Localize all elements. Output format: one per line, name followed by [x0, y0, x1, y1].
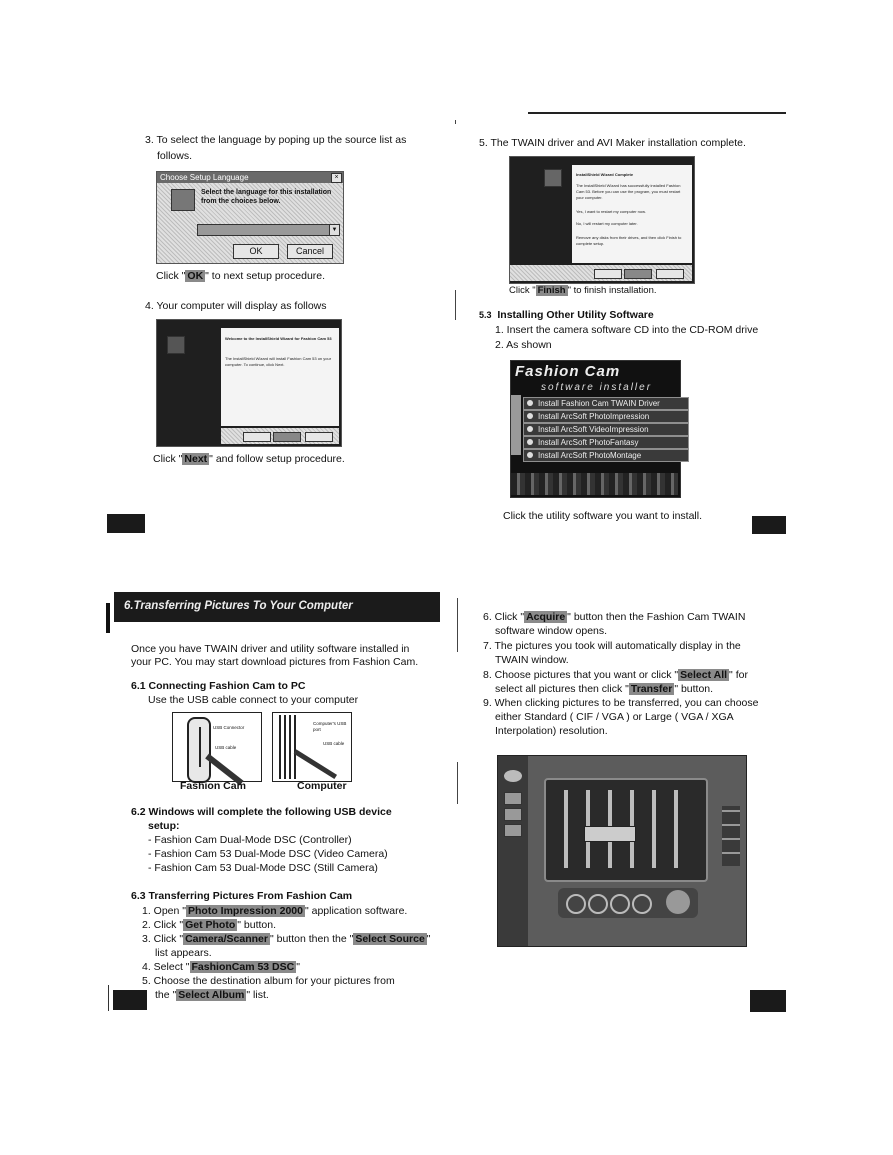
text: the " [155, 989, 177, 1001]
complete-wizard-screenshot [509, 156, 695, 284]
section-6-1-text: Use the USB cable connect to your computer [148, 694, 359, 706]
step-9-line-2: either Standard ( CIF / VGA ) or Large ( VGA / XGA [495, 711, 734, 723]
click-next-instruction [153, 453, 345, 466]
ok-button[interactable]: OK [233, 244, 279, 259]
twain-side-button[interactable] [504, 824, 522, 837]
section-6-3-heading: 6.3 Transferring Pictures From Fashion Cam [131, 890, 353, 902]
step-6-3-5: 5. Choose the destination album for your pictures from [142, 975, 395, 987]
dialog-title-bar: Choose Setup Language [157, 172, 343, 183]
get-photo-highlight: Get Photo [185, 919, 236, 931]
computer-usb-illustration [272, 712, 352, 782]
divider [457, 598, 458, 652]
fashion-cam-caption: Fashion Cam [180, 780, 246, 792]
text: 2. Click " [142, 919, 184, 931]
cancel-button[interactable] [656, 269, 684, 279]
text: 1. Open " [142, 905, 187, 917]
install-photofantasy-button[interactable] [523, 436, 689, 449]
selected-thumbnail[interactable] [584, 826, 636, 842]
section-6-1-heading: 6.1 Connecting Fashion Cam to PC [131, 680, 306, 692]
text: " [426, 933, 431, 945]
wizard-finish-note: Remove any disks from their drives, and then click Finish to complete setup. [576, 235, 682, 246]
intro-line-2: your PC. You may start download pictures from Fashion Cam. [131, 656, 419, 668]
text: 8. Choose pictures that you want or click " [483, 669, 679, 681]
twain-left-panel [498, 756, 528, 946]
divider [455, 290, 456, 320]
click-finish-instruction [509, 284, 657, 297]
text: " button then the " [269, 933, 354, 945]
ok-highlight: OK [187, 270, 204, 282]
camera-scanner-highlight: Camera/Scanner [185, 933, 268, 945]
twain-control-bar [558, 888, 698, 918]
setup-icon [171, 189, 195, 211]
wizard-complete-title: InstallShield Wizard Complete [576, 172, 634, 177]
back-button[interactable] [594, 269, 622, 279]
page-tab-marker [113, 990, 147, 1010]
usb-cable-label: USB cable [215, 745, 237, 750]
step-6-3-1 [142, 905, 407, 918]
text: select all pictures then click " [495, 683, 629, 695]
text: " button then the Fashion Cam TWAIN [567, 611, 746, 623]
step-6-3-4 [142, 961, 300, 974]
transfer-round-button[interactable] [666, 890, 690, 914]
text: " and follow setup procedure. [209, 453, 345, 465]
step-3-text: 3. To select the language by poping up the source list as [145, 134, 407, 146]
installer-subtitle: software installer [541, 382, 653, 393]
text: 6. Click " [483, 611, 525, 623]
wizard-welcome: Welcome to the InstallShield Wizard for Fashion Cam 53 [225, 336, 332, 341]
fashioncam-dsc-highlight: FashionCam 53 DSC [191, 961, 295, 973]
step-6 [483, 611, 745, 624]
software-installer-screenshot [510, 360, 681, 498]
step-6-3-5-cont [155, 989, 269, 1002]
wizard-panel [572, 165, 692, 263]
close-icon[interactable]: × [331, 173, 342, 183]
step-6-3-2 [142, 919, 276, 932]
welcome-wizard-screenshot [156, 319, 342, 447]
text: Click " [156, 270, 186, 282]
device-controller: - Fashion Cam Dual-Mode DSC (Controller) [148, 834, 352, 846]
text: " [296, 961, 300, 973]
section-6-2-heading: 6.2 Windows will complete the following USB device [131, 806, 392, 818]
control-dial-icon[interactable] [566, 894, 586, 914]
twain-right-controls[interactable] [722, 806, 740, 866]
select-source-highlight: Select Source [355, 933, 425, 945]
wizard-button-bar [510, 265, 692, 281]
top-rule [528, 112, 786, 114]
utility-caption: Click the utility software you want to install. [503, 510, 702, 522]
step-5-3-2: 2. As shown [495, 339, 552, 351]
text: 4. Select " [142, 961, 190, 973]
select-all-highlight: Select All [680, 669, 728, 681]
computer-caption: Computer [297, 780, 347, 792]
step-8-cont [495, 683, 713, 696]
twain-side-button[interactable] [504, 808, 522, 821]
text: " to finish installation. [567, 285, 657, 296]
text: Click " [509, 285, 536, 296]
thumbnail-grid-panel [544, 778, 708, 882]
step-8 [483, 669, 748, 682]
page-tab-marker [752, 516, 786, 534]
page-tab-marker [750, 990, 786, 1012]
back-button[interactable] [243, 432, 271, 442]
menu-label: Install Fashion Cam TWAIN Driver [538, 399, 660, 408]
control-dial-icon[interactable] [610, 894, 630, 914]
computer-port-label: Computer's USB port [313, 721, 347, 732]
text: " for [729, 669, 748, 681]
control-dial-icon[interactable] [632, 894, 652, 914]
step-6-cont: software window opens. [495, 625, 608, 637]
next-highlight: Next [184, 453, 208, 465]
installer-icon [167, 336, 185, 354]
next-button[interactable] [273, 432, 301, 442]
section-5-3-heading [479, 309, 654, 322]
language-select[interactable] [197, 224, 331, 236]
intro-line-1: Once you have TWAIN driver and utility software installed in [131, 643, 410, 655]
twain-logo-icon [504, 770, 522, 782]
wizard-body: The InstallShield Wizard will install Fashion Cam 53 on your computer. To continue, click Next. [225, 356, 332, 367]
install-photomontage-button[interactable] [523, 449, 689, 462]
control-dial-icon[interactable] [588, 894, 608, 914]
section-6-header [114, 592, 440, 622]
wizard-panel [221, 328, 339, 426]
chevron-down-icon[interactable]: ▼ [329, 224, 340, 236]
step-6-3-3-cont: list appears. [155, 947, 212, 959]
camera-usb-illustration [172, 712, 262, 782]
acquire-highlight: Acquire [526, 611, 566, 623]
section-number: 5.3 [479, 310, 492, 320]
click-ok-instruction [156, 270, 325, 283]
text: " button. [674, 683, 714, 695]
text: " list. [246, 989, 269, 1001]
device-video-camera: - Fashion Cam 53 Dual-Mode DSC (Video Camera) [148, 848, 388, 860]
installer-footer-graphic [511, 473, 678, 495]
install-twain-driver-button[interactable] [523, 397, 689, 410]
section-6-title: 6.Transferring Pictures To Your Computer [124, 600, 353, 612]
menu-label: Install ArcSoft PhotoImpression [538, 412, 650, 421]
header-left-bar [106, 603, 110, 633]
step-9: 9. When clicking pictures to be transferred, you can choose [483, 697, 759, 709]
twain-window-screenshot [497, 755, 747, 947]
usb-cable [294, 749, 337, 779]
page-tab-marker [107, 514, 145, 533]
step-5-text: 5. The TWAIN driver and AVI Maker installation complete. [479, 137, 746, 149]
step-3-cont: follows. [157, 150, 193, 162]
installer-title: Fashion Cam [515, 363, 621, 380]
section-title: Installing Other Utility Software [497, 309, 654, 321]
wizard-button-bar [221, 428, 339, 444]
restart-now-option[interactable]: Yes, I want to restart my computer now. [576, 209, 646, 214]
step-7-cont: TWAIN window. [495, 654, 569, 666]
divider [455, 120, 456, 124]
dialog-message: Select the language for this installation from the choices below. [201, 189, 332, 205]
install-videoimpression-button[interactable] [523, 423, 689, 436]
select-album-highlight: Select Album [178, 989, 245, 1001]
step-9-line-3: Interpolation) resolution. [495, 725, 608, 737]
usb-cable-label: USB cable [323, 741, 345, 746]
step-4-text: 4. Your computer will display as follows [145, 300, 327, 312]
install-photoimpression-button[interactable] [523, 410, 689, 423]
divider [457, 762, 458, 804]
margin-line [108, 985, 109, 1011]
text: Click " [153, 453, 183, 465]
camera-detail [199, 727, 201, 767]
text: " application software. [304, 905, 408, 917]
finish-button[interactable] [624, 269, 652, 279]
text: " to next setup procedure. [205, 270, 326, 282]
computer-side [279, 715, 297, 779]
menu-label: Install ArcSoft VideoImpression [538, 425, 649, 434]
installer-side-strip [511, 395, 521, 455]
twain-side-button[interactable] [504, 792, 522, 805]
step-5-3-1: 1. Insert the camera software CD into the CD-ROM drive [495, 324, 759, 336]
menu-label: Install ArcSoft PhotoFantasy [538, 438, 639, 447]
menu-label: Install ArcSoft PhotoMontage [538, 451, 642, 460]
section-6-2-heading-cont: setup: [148, 820, 180, 832]
wizard-complete-body: The InstallShield Wizard has successfully installed Fashion Cam 53. Before you can use the program, you must restart your computer. [576, 183, 681, 200]
language-dialog-screenshot [156, 171, 344, 264]
text: 3. Click " [142, 933, 184, 945]
step-6-3-3 [142, 933, 431, 946]
usb-connector-label: USB Connector [213, 725, 245, 730]
device-still-camera: - Fashion Cam 53 Dual-Mode DSC (Still Camera) [148, 862, 378, 874]
finish-highlight: Finish [537, 285, 566, 296]
restart-later-option[interactable]: No, I will restart my computer later. [576, 221, 638, 226]
cancel-button[interactable]: Cancel [287, 244, 333, 259]
step-7: 7. The pictures you took will automatically display in the [483, 640, 741, 652]
cancel-button[interactable] [305, 432, 333, 442]
transfer-highlight: Transfer [630, 683, 673, 695]
installer-icon [544, 169, 562, 187]
photo-impression-highlight: Photo Impression 2000 [188, 905, 303, 917]
text: " button. [237, 919, 277, 931]
